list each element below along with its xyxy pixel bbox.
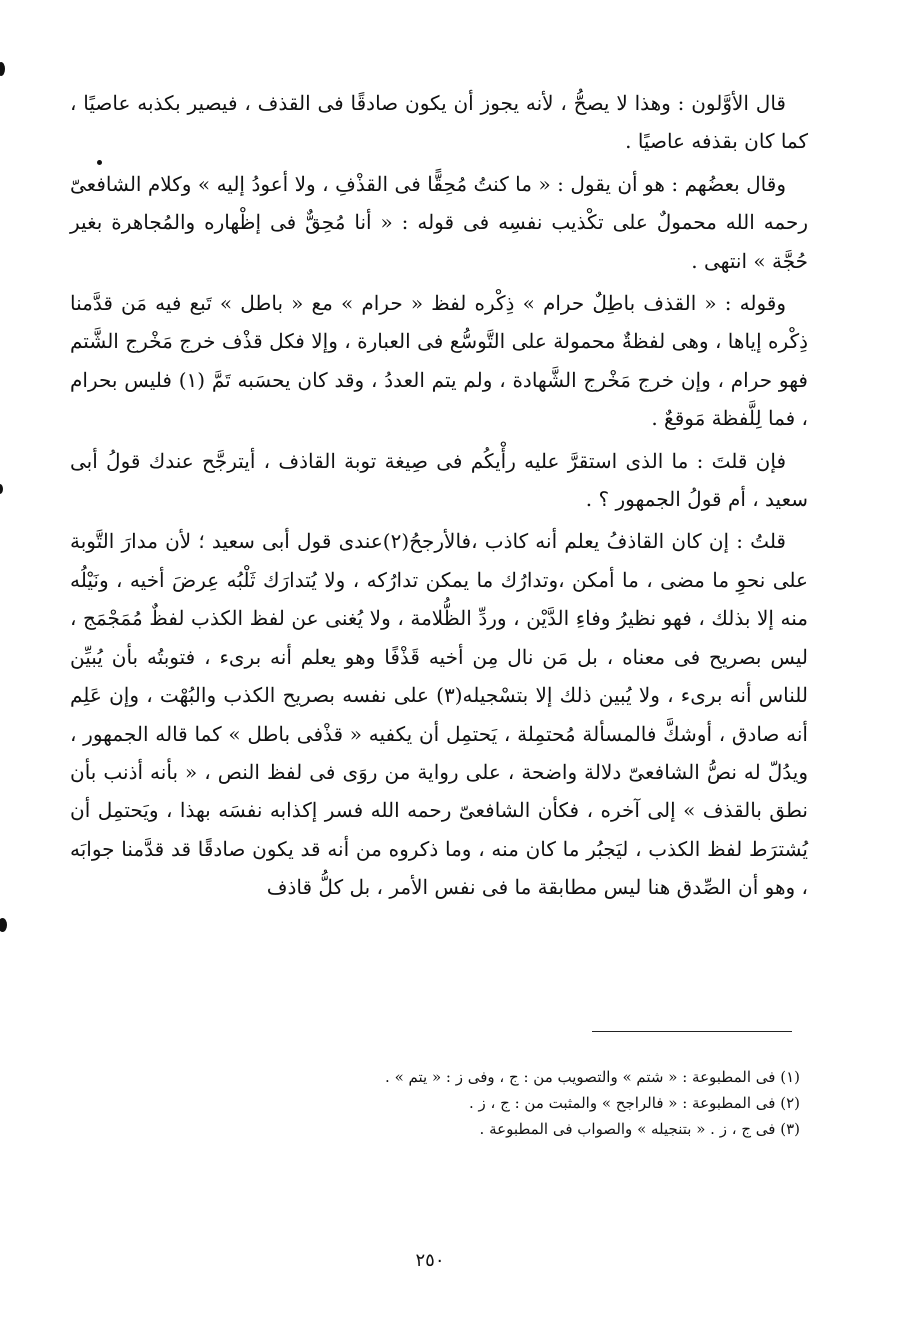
- main-text: [70, 84, 808, 907]
- paragraph-4: فإن قلتَ : ما الذى استقرَّ عليه رأْيكُم فى صِيغة توبة القاذف ، أيترجَّح عندك قولُ أبى سعيد ، أم قولُ الجمهور ؟ .: [70, 448, 808, 512]
- paragraph-5: قلتُ : إن كان القاذفُ يعلم أنه كاذب ،فالأرجحُ(٢)عندى قول أبى سعيد ؛ لأن مدارَ التَّوبة على نحوِ ما مضى ، ما أمكن ،وتدارُك ما يمكن تدارُكه ، ولا يُتدارَك ثَلْبُه عِرضَ أخيه ، ونَيْلُه منه إلا بذلك ، فهو نظيرُ وفاءِ الدَّيْن ، وردِّ الظُّلامة ، ولا يُغنى عن لفظ الكذب لفظٌ مُمَجْمَج ، ليس بصريح فى معناه ، بل مَن نال مِن أخيه قَذْفًا وهو يعلم أنه برىء ، فتوبتُه بأن يُبيِّن للناس أنه برىء ، ولا يُبين ذلك إلا بتسْجيله(٣) على نفسه بصريح الكذب والبُهْت ، وإن عَلِم أنه صادق ، أوشكَّ فالمسألة مُحتمِلة ، يَحتمِل أن يكفيه « قذْفى باطل » كما قاله الجمهور ، ويدُلّ له نصُّ الشافعىّ دلالة واضحة ، على رواية من روَى فى لفظ النص ، « بأنه أذنب بأن نطق بالقذف » إلى آخره ، فكأن الشافعىّ رحمه الله فسر إكذابه نفسَه بهذا ، ويَحتمِل أن يُشترَط لفظ الكذب ، ليَجبُر ما كان منه ، وما ذكروه من أنه قد يكون صادقًا قد قدَّمنا جوابَه ، وهو أن الصِّدق هنا ليس مطابقة ما فى نفس الأمر ، بل كلُّ قاذف: [70, 529, 808, 900]
- scan-mark-left-lower: [0, 918, 7, 932]
- footnote-3: (٣) فى ج ، ز . « بتنجيله » والصواب فى المطبوعة .: [479, 1120, 800, 1138]
- paragraph-3: وقوله : « القذف باطِلٌ حرام » ذِكْره لفظ « حرام » مع « باطل » تَبع فيه مَن قدَّمنا ذِكْره إياها ، وهى لفظةٌ محمولة على التَّوسُّع فى العبارة ، وإلا فكل قذْف خرج مَخْرج الشَّتم فهو حرام ، وإن خرج مَخْرج الشَّهادة ، ولم يتم العددُ ، وقد كان يحسَبه تَمَّ (١) فليس بحرام ، فما لِلَّفظة مَوقعٌ .: [70, 291, 808, 431]
- footnote-2: (٢) فى المطبوعة : « فالراجح » والمثبت من : ج ، ز .: [468, 1094, 800, 1112]
- paragraph-2: وقال بعضُهم : هو أن يقول : « ما كنتُ مُحِقًّا فى القذْفِ ، ولا أعودُ إليه » وكلام الشافعىّ رحمه الله محمولٌ على تكْذيب نفسِه فى قوله : « أنا مُحِقٌّ فى إظْهاره والمُجاهرة بغير حُجَّة » انتهى .: [70, 171, 808, 273]
- footnotes: [300, 1064, 800, 1142]
- paragraph-1: قال الأوَّلون : وهذا لا يصحُّ ، لأنه يجوز أن يكون صادقًا فى القذف ، فيصير بكذبه عاصيًا ، كما كان بقذفه عاصيًا .: [70, 91, 808, 154]
- footnote-separator: [592, 1031, 792, 1032]
- page-number: ٢٥٠: [415, 1250, 445, 1271]
- scan-mark-left-top: [0, 62, 5, 76]
- footnote-1: (١) فى المطبوعة : « شتم » والتصويب من : ج ، وفى ز : « يتم » .: [385, 1068, 800, 1086]
- scan-mark-left-middle: [0, 484, 3, 494]
